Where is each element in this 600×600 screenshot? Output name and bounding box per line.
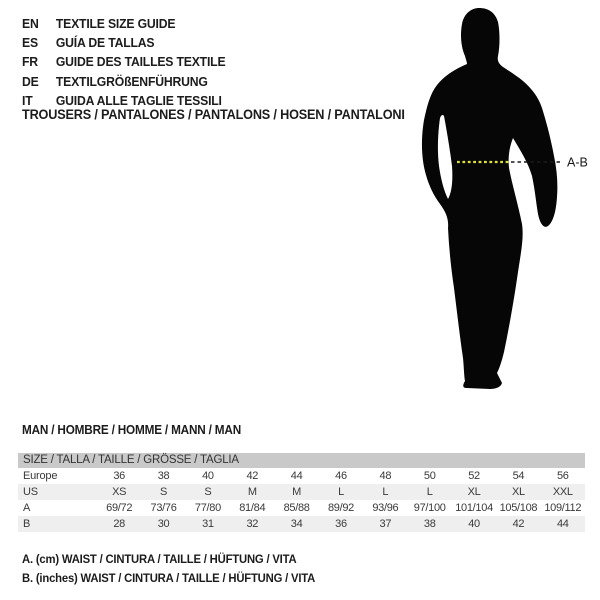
size-cell: 38 — [423, 518, 436, 530]
size-cell: 44 — [556, 518, 569, 530]
row-label: Europe — [23, 470, 58, 482]
size-cell: 36 — [113, 470, 125, 482]
size-cell: 40 — [202, 470, 214, 482]
size-table — [18, 453, 585, 532]
language-guide-title: GUÍA DE TALLAS — [55, 35, 155, 51]
size-cell: L — [426, 486, 433, 498]
size-cell: XL — [511, 486, 525, 498]
size-cell: 93/96 — [372, 502, 399, 514]
size-cell: 42 — [246, 470, 259, 482]
size-cell: 36 — [335, 518, 347, 530]
language-guide-title: TEXTILGRÖßENFÜHRUNG — [55, 73, 208, 89]
row-label: A — [23, 502, 31, 514]
size-cell: 52 — [468, 470, 480, 482]
garment-heading: TROUSERS / PANTALONES / PANTALONS / HOSEN / PANTALONI — [22, 107, 405, 122]
language-code: FR — [22, 54, 38, 70]
language-guide-title: GUIDA ALLE TAGLIE TESSILI — [55, 92, 222, 108]
size-cell: 81/84 — [239, 502, 266, 514]
measurement-notes — [22, 552, 334, 589]
size-cell: 30 — [157, 518, 170, 530]
size-cell: 44 — [290, 470, 303, 482]
size-cell: 69/72 — [106, 502, 133, 514]
size-cell: XXL — [552, 486, 573, 498]
size-cell: 85/88 — [283, 502, 310, 514]
size-cell: 109/112 — [544, 502, 582, 514]
size-table-header: SIZE / TALLA / TAILLE / GRÖSSE / TAGLIA — [18, 453, 585, 468]
size-cell: XL — [467, 486, 481, 498]
man-silhouette-figure — [415, 0, 600, 400]
size-cell: 73/76 — [150, 502, 177, 514]
section-heading: MAN / HOMBRE / HOMME / MANN / MAN — [22, 423, 242, 437]
table-row — [18, 468, 585, 484]
language-code: ES — [22, 35, 38, 51]
size-cell: 50 — [423, 470, 436, 482]
language-row — [22, 14, 225, 33]
size-cell: 38 — [157, 470, 170, 482]
language-row — [22, 72, 225, 91]
language-guide-title: TEXTILE SIZE GUIDE — [55, 16, 176, 32]
language-code: DE — [22, 73, 39, 89]
size-cell: 54 — [512, 470, 525, 482]
language-list — [22, 14, 238, 110]
size-cell: 37 — [379, 518, 392, 530]
row-label: B — [23, 518, 31, 530]
size-cell: 56 — [556, 470, 569, 482]
size-cell: S — [160, 486, 168, 498]
row-label: US — [23, 486, 38, 498]
size-cell: 48 — [379, 470, 392, 482]
size-cell: 32 — [246, 518, 259, 530]
man-silhouette-svg — [415, 0, 600, 400]
language-row — [22, 52, 225, 71]
man-silhouette-shape — [422, 8, 557, 389]
size-cell: 42 — [512, 518, 525, 530]
size-cell: M — [247, 486, 257, 498]
size-table-body — [18, 468, 585, 532]
size-cell: 77/80 — [194, 502, 221, 514]
note-line: A. (cm) WAIST / CINTURA / TAILLE / HÜFTUNG / VITA — [22, 552, 297, 566]
language-row — [22, 33, 225, 52]
note-line: B. (inches) WAIST / CINTURA / TAILLE / HÜFTUNG / VITA — [22, 570, 316, 585]
table-row — [18, 500, 585, 516]
language-code: IT — [22, 92, 33, 108]
measure-label: A-B — [567, 155, 588, 170]
size-cell: M — [292, 486, 302, 498]
size-cell: L — [338, 486, 344, 498]
size-cell: 97/100 — [413, 502, 446, 514]
size-cell: 89/92 — [327, 502, 354, 514]
table-row — [18, 484, 585, 500]
size-cell: 28 — [113, 518, 125, 530]
language-code: EN — [22, 16, 39, 32]
size-cell: 34 — [290, 518, 303, 530]
size-cell: S — [204, 486, 212, 498]
size-cell: L — [382, 486, 389, 498]
size-cell: 46 — [335, 470, 347, 482]
table-row — [18, 516, 585, 532]
size-cell: 40 — [468, 518, 480, 530]
size-cell: 101/104 — [455, 502, 493, 514]
language-guide-title: GUIDE DES TAILLES TEXTILE — [55, 54, 226, 70]
size-cell: XS — [112, 486, 127, 498]
size-cell: 105/108 — [499, 502, 538, 514]
size-cell: 31 — [202, 518, 214, 530]
